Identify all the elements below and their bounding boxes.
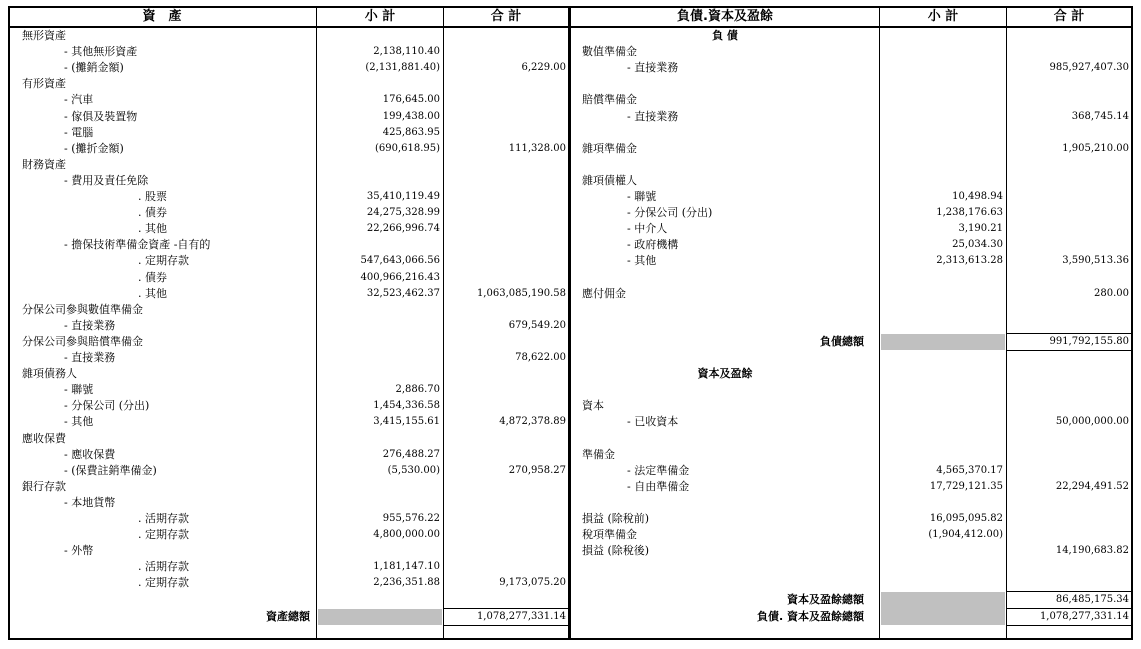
asset-row-label: . 定期存款 [138,528,189,542]
header-total-left: 合 計 [490,9,522,24]
asset-row-label: . 定期存款 [138,576,189,590]
asset-row-label: - 汽車 [64,93,94,107]
asset-row-label: - 直接業務 [64,318,116,332]
asset-subtotal: 199,438.00 [382,110,440,122]
asset-total: 679,549.20 [508,319,566,331]
liability-total: 280.00 [1094,287,1129,299]
header-subtotal-right: 小 計 [927,9,959,24]
liability-row-label: 賠償準備金 [582,93,637,107]
asset-subtotal: (2,131,881.40) [365,62,440,74]
asset-total: 270,958.27 [508,464,566,476]
asset-row-label: 雜項債務人 [22,367,77,381]
liability-total: 991,792,155.80 [1049,335,1129,347]
asset-row-label: - 聯號 [64,383,94,397]
liability-subtotal: (1,904,412.00) [928,529,1003,541]
center-divider [568,6,571,640]
asset-row-label: . 債券 [138,206,167,220]
asset-subtotal: 955,576.22 [382,513,440,524]
asset-subtotal: (690,618.95) [374,142,440,154]
asset-row-label: 財務資產 [22,157,66,171]
liability-row-label: 損益 (除稅後) [582,544,650,558]
asset-subtotal: 176,645.00 [382,94,440,106]
liability-subtotal: 1,238,176.63 [936,207,1003,219]
asset-row-label: . 定期存款 [138,254,189,268]
header-subtotal-left: 小 計 [364,9,396,24]
asset-row-label: - 費用及責任免除 [64,173,149,187]
col-divider [316,6,317,640]
liability-subtotal: 3,190.21 [958,223,1003,235]
asset-subtotal: 276,488.27 [382,448,440,460]
asset-row-label: 分保公司參與數值準備金 [22,302,143,316]
grand-total-shade [881,594,1005,625]
asset-subtotal: 2,138,110.40 [373,46,440,58]
liability-total: 86,485,175.34 [1055,593,1129,605]
liability-row-label: - 聯號 [627,190,657,203]
liability-subtotal: 25,034.30 [952,239,1003,251]
liability-row-label: 損益 (除稅前) [582,512,650,525]
liability-total: 3,590,513.36 [1062,255,1129,267]
asset-row-label: - 本地貨幣 [64,495,116,509]
asset-total: 78,622.00 [515,352,566,363]
asset-row-label: - 應收保費 [64,447,116,461]
asset-row-label: - 其他 [64,415,94,429]
asset-total: 111,328.00 [508,142,566,154]
header-total-right: 合 計 [1053,9,1085,24]
asset-total: 9,173,075.20 [499,577,566,589]
liability-section-heading: 資本及盈餘 [697,367,753,381]
liability-subtotal: 16,095,095.82 [929,513,1003,524]
asset-subtotal: 35,410,119.49 [366,191,440,202]
header-assets: 資 產 [142,9,182,24]
asset-row-label: 銀行存款 [22,479,66,493]
asset-row-label: - (攤折金額) [64,141,124,155]
liability-row-label: - 其他 [627,254,657,268]
asset-total-shade [318,609,442,625]
asset-row-label: - 電腦 [64,125,94,139]
liability-total: 14,190,683.82 [1055,545,1129,557]
liability-total-label: 資本及盈餘總額 [787,592,864,606]
liability-row-label: 雜項準備金 [582,141,637,155]
liability-total: 50,000,000.00 [1055,416,1129,428]
liability-row-label: - 政府機構 [627,238,679,252]
col-divider [879,6,880,640]
liability-row-label: - 分保公司 (分出) [627,206,713,220]
asset-row-label: . 其他 [138,286,167,300]
asset-subtotal: 2,886.70 [395,384,440,396]
asset-row-label: . 債券 [138,270,167,284]
asset-subtotal: 3,415,155.61 [373,416,440,428]
asset-total: 6,229.00 [521,62,566,74]
liability-total-label: 負債總額 [820,334,864,348]
asset-row-label: - (保費註銷準備金) [64,463,157,477]
header-liabilities: 負債.資本及盈餘 [677,9,773,24]
asset-subtotal: 22,266,996.74 [366,223,440,235]
liability-row-label: - 自由準備金 [627,479,690,493]
asset-row-label: 無形資產 [22,29,66,42]
liability-row-label: 數值準備金 [582,45,637,59]
liability-section-heading: 負 債 [712,29,738,42]
asset-total-label: 資產總額 [266,610,310,623]
asset-subtotal: 547,643,066.56 [360,255,440,267]
liability-row-label: - 直接業務 [627,61,679,75]
rule [1007,350,1131,351]
liability-total: 985,927,407.30 [1049,62,1129,74]
liability-row-label: 應付佣金 [582,286,626,300]
asset-row-label: 分保公司參與賠償準備金 [22,334,143,348]
asset-row-label: - 外幣 [64,544,94,558]
asset-row-label: - 直接業務 [64,351,116,364]
asset-row-label: . 股票 [138,190,167,203]
asset-row-label: - 分保公司 (分出) [64,399,150,413]
asset-subtotal: 425,863.95 [382,126,440,138]
asset-row-label: - (攤銷金額) [64,61,124,75]
liability-total: 1,905,210.00 [1062,142,1129,154]
liability-row-label: - 直接業務 [627,109,679,123]
asset-subtotal: 4,800,000.00 [373,529,440,541]
liability-row-label: - 已收資本 [627,415,679,429]
liability-total: 22,294,491.52 [1055,480,1129,492]
asset-subtotal: 2,236,351.88 [373,577,440,589]
asset-subtotal: 32,523,462.37 [366,287,440,299]
grand-total-value: 1,078,277,331.14 [1039,611,1129,622]
liability-row-label: - 中介人 [627,222,668,236]
liability-row-label: 資本 [582,399,604,413]
asset-subtotal: 1,454,336.58 [373,400,440,412]
rule [1007,625,1131,626]
asset-subtotal: 1,181,147.10 [373,561,440,573]
liability-subtotal: 10,498.94 [952,191,1003,202]
liability-row-label: 稅項準備金 [582,528,637,542]
rule [444,625,568,626]
asset-subtotal: 24,275,328.99 [366,207,440,219]
asset-subtotal: 400,966,216.43 [360,271,440,283]
asset-row-label: - 擔保技術準備金資產 -自有的 [64,238,211,252]
asset-row-label: . 活期存款 [138,512,189,525]
liability-row-label: - 法定準備金 [627,463,690,477]
asset-row-label: 有形資產 [22,77,66,91]
liability-subtotal: 17,729,121.35 [929,480,1003,492]
grand-total-label: 負債. 資本及盈餘總額 [756,610,864,623]
asset-total: 4,872,378.89 [499,416,566,428]
asset-row-label: - 其他無形資產 [64,45,138,59]
liability-total: 368,745.14 [1071,110,1129,122]
liability-subtotal: 2,313,613.28 [936,255,1003,267]
asset-row-label: . 其他 [138,222,167,236]
asset-total: 1,063,085,190.58 [476,287,566,299]
liability-row-label: 雜項債權人 [582,173,637,187]
liability-row-label: 準備金 [582,447,615,461]
asset-total-value: 1,078,277,331.14 [476,611,566,622]
asset-row-label: - 傢俱及裝置物 [64,109,138,123]
asset-subtotal: (5,530.00) [387,464,440,476]
liability-subtotal: 4,565,370.17 [936,464,1003,476]
asset-row-label: . 活期存款 [138,560,189,574]
total-shade [881,334,1005,350]
asset-row-label: 應收保費 [22,431,66,445]
